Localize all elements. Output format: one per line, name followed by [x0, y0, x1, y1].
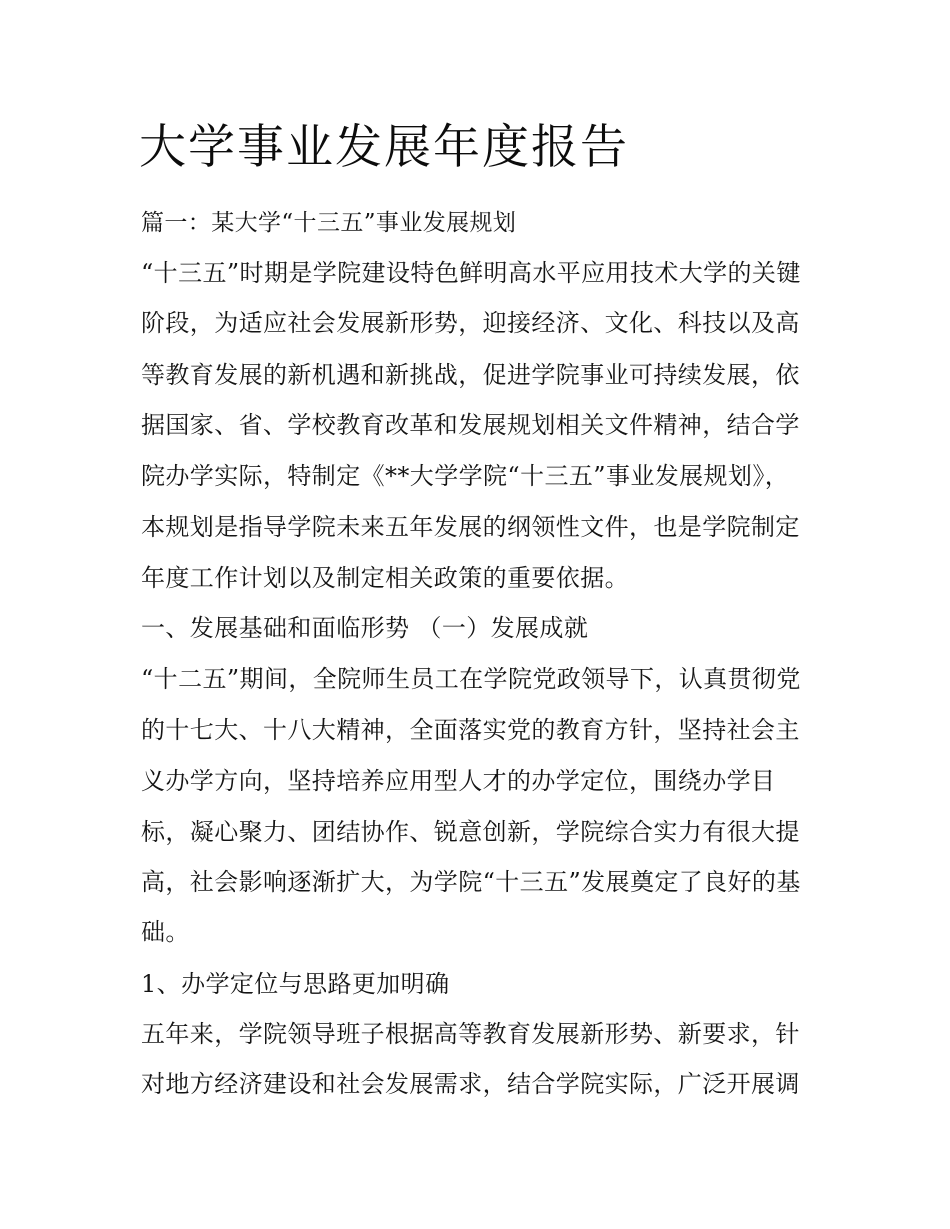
paragraph-line: 院办学实际，特制定《**大学学院“十三五”事业发展规划》， — [141, 462, 790, 490]
paragraph-line: 等教育发展的新机遇和新挑战，促进学院事业可持续发展，依 — [141, 361, 800, 389]
paragraph-line: 标，凝心聚力、团结协作、锐意创新，学院综合实力有很大提 — [141, 818, 800, 846]
paragraph-line: 年度工作计划以及制定相关政策的重要依据。 — [141, 564, 629, 592]
paragraph-line: 阶段，为适应社会发展新形势，迎接经济、文化、科技以及高 — [141, 309, 800, 337]
section-subtitle: 篇一：某大学“十三五”事业发展规划 — [141, 210, 517, 236]
document-title: 大学事业发展年度报告 — [139, 120, 629, 175]
paragraph-line: “十二五”期间，全院师生员工在学院党政领导下，认真贯彻党 — [141, 665, 801, 693]
paragraph-line: “十三五”时期是学院建设特色鲜明高水平应用技术大学的关键 — [141, 259, 801, 287]
section-heading: 一、发展基础和面临形势 （一）发展成就 — [141, 614, 589, 642]
subsection-heading: 1、办学定位与思路更加明确 — [141, 970, 450, 998]
paragraph-line: 义办学方向，坚持培养应用型人才的办学定位，围绕办学目 — [141, 767, 776, 795]
paragraph-line: 高，社会影响逐渐扩大，为学院“十三五”发展奠定了良好的基 — [141, 868, 801, 896]
paragraph-line: 对地方经济建设和社会发展需求，结合学院实际，广泛开展调 — [141, 1070, 800, 1098]
paragraph-line: 的十七大、十八大精神，全面落实党的教育方针，坚持社会主 — [141, 716, 800, 744]
paragraph-line: 据国家、省、学校教育改革和发展规划相关文件精神，结合学 — [141, 411, 800, 439]
paragraph-line: 础。 — [141, 918, 190, 946]
paragraph-line: 本规划是指导学院未来五年发展的纲领性文件，也是学院制定 — [141, 513, 800, 541]
paragraph-line: 五年来，学院领导班子根据高等教育发展新形势、新要求，针 — [141, 1020, 800, 1048]
